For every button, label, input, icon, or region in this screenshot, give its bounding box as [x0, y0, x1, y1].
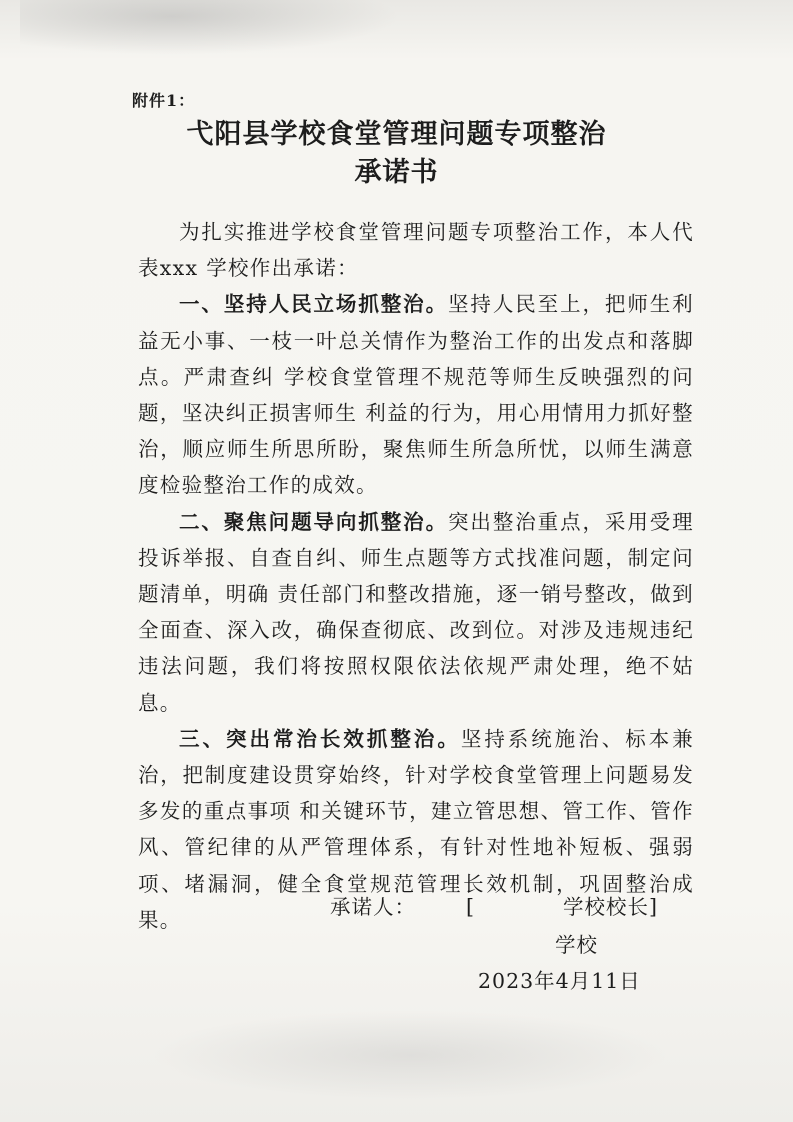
- signature-role-text: 学校校长]: [563, 895, 658, 919]
- section-1-paragraph: [138, 286, 694, 503]
- section-3-heading: 三、突出常治长效抓整治。: [179, 726, 461, 751]
- section-1-text: 坚持人民至上，把师生利益无小事、一枝一叶总关情作为整治工作的出发点和落脚点。严肃查纠 学校食堂管理不规范等师生反映强烈的问题，坚决纠正损害师生 利益的行为，用心用情用力抓好整治，顺应师生所思所盼，聚焦师生所急所忧，以师生满意度检验整治工作的成效。: [138, 292, 694, 498]
- signature-date: 2023年4月11日: [478, 969, 641, 993]
- attachment-label: 附件1：: [132, 91, 196, 110]
- intro-paragraph: 为扎实推进学校食堂管理问题专项整治工作，本人代表xxx 学校作出承诺：: [138, 220, 694, 281]
- signature-school: 学校: [555, 933, 598, 957]
- document-body: [138, 214, 694, 938]
- section-2-heading: 二、聚焦问题导向抓整治。: [179, 509, 449, 534]
- signature-role: [466, 890, 658, 920]
- section-2-paragraph: [138, 504, 694, 721]
- signature-bracket-open: [: [466, 895, 475, 919]
- document-title-line-1: 弋阳县学校食堂管理问题专项整治: [186, 119, 607, 150]
- scan-smudge-bottom: [150, 1010, 670, 1100]
- section-3-text: 坚持系统施治、标本兼治，把制度建设贯穿始终，针对学校食堂管理上问题易发多发的重点事项 和关键环节，建立管思想、管工作、管作风、管纪律的从严管理体系，有针对性地补短板、强弱项、堵漏洞，健全食堂规范管理长效机制，巩固整治成果。: [138, 726, 694, 932]
- signature-label: 承诺人：: [330, 895, 416, 919]
- document-title-line-2: 承诺书: [354, 157, 439, 188]
- scan-smudge-top: [20, 0, 400, 55]
- section-1-heading: 一、坚持人民立场抓整治。: [179, 292, 449, 317]
- section-2-text: 突出整治重点，采用受理投诉举报、自查自纠、师生点题等方式找准问题，制定问题清单，明确 责任部门和整改措施，逐一销号整改，做到全面查、深入改，确保查彻底、改到位。对涉及违规违纪违法问题，我们将按照权限依法依规严肃处理，绝不姑息。: [138, 509, 694, 715]
